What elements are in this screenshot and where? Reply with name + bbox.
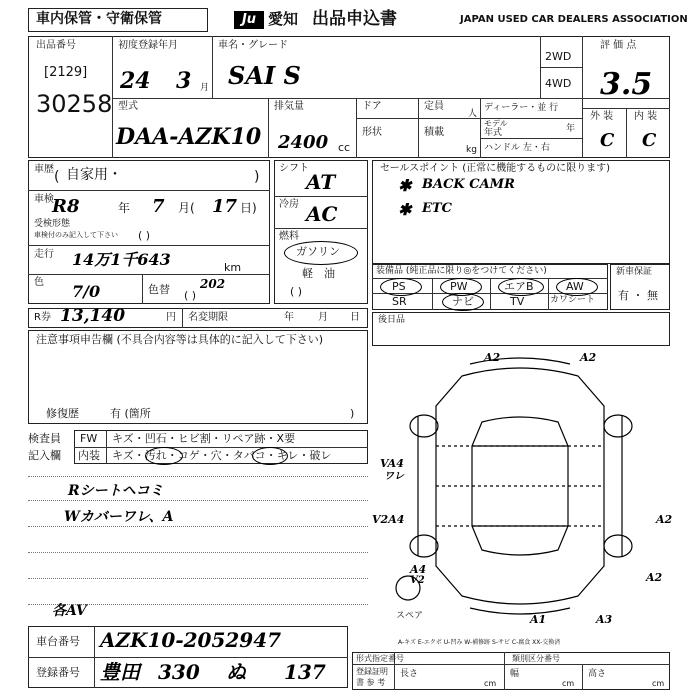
spare-label: スペア [396, 611, 424, 621]
damage-a2-rear-right: A2 [646, 571, 663, 584]
fuel-parens: ( ) [290, 285, 303, 298]
capacity-label: 定員 [424, 101, 444, 112]
chassis-number: AZK10-2052947 [100, 628, 282, 652]
checker-row2-values: キズ・汚れ・コゲ・穴・タバコ・キレ・破レ [112, 449, 332, 462]
plate-region: 豊田 [100, 660, 140, 684]
damage-legend: A-キズ E-エクボ U-凹み W-補修跡 S-サビ C-腐食 XX-交換済 [398, 639, 561, 646]
displacement-label: 排気量 [274, 101, 304, 112]
equipment-navi-circle [442, 293, 484, 311]
notes-label: 注意事項申告欄 (不具合内容等は具体的に記入して下さい) [36, 333, 324, 346]
history-open-paren: ( [54, 169, 60, 185]
association-name: JAPAN USED CAR DEALERS ASSOCIATION [460, 14, 688, 25]
lot-bracket-number: [2129] [44, 65, 88, 80]
damage-a2-front-right: A2 [580, 351, 597, 364]
vehicle-name-label: 車名・グレード [218, 40, 288, 51]
model-code: DAA-AZK10 [116, 124, 262, 150]
fuel-label: 燃料 [279, 231, 299, 242]
later-items-frame [372, 312, 670, 346]
recycle-unit: 円 [166, 312, 176, 323]
width-unit: cm [562, 679, 575, 688]
checker-row1-label: FW [80, 432, 98, 445]
vehicle-name: SAI S [228, 61, 301, 90]
brand-mark: Ju [241, 12, 257, 27]
name-change-month: 月 [318, 312, 328, 323]
equipment-aw-circle [556, 278, 598, 296]
equipment-ps-circle [380, 278, 422, 296]
checker-tobacco-circle [252, 447, 288, 465]
dealer-label: ディーラー・並 行 [484, 103, 559, 113]
history-close-paren: ) [254, 169, 260, 185]
plate-kana: ぬ [226, 660, 246, 684]
inspection-day-unit: 日) [240, 201, 257, 215]
width-label: 幅 [510, 669, 520, 679]
class-label: 類別区分番号 [512, 654, 560, 663]
sales-points-frame [372, 160, 670, 264]
remark-2: Wカバーワレ、A [64, 509, 174, 525]
format-label: 形式指定番号 [356, 654, 404, 663]
drive-4wd: 4WD [545, 77, 572, 90]
recycle-value: 13,140 [60, 306, 126, 326]
plate-label: 登録番号 [36, 666, 80, 679]
aircon-label: 冷房 [279, 199, 299, 210]
height-unit: cm [652, 679, 665, 688]
damage-a4-rear-left: A4 [410, 563, 427, 576]
name-change-day: 日 [350, 312, 360, 323]
equipment-navi: ナビ [452, 295, 474, 308]
interior-grade: C [642, 130, 657, 151]
sales-point-1: BACK CAMR [422, 177, 515, 192]
length-label: 長さ [400, 669, 419, 679]
lot-number: 30258 [36, 90, 113, 118]
checker-label-1: 検査員 [28, 432, 61, 445]
name-change-label: 名変期限 [188, 312, 228, 323]
repair-label: 修復歴 [46, 407, 79, 420]
equipment-label: 装備品 (純正品に限り◎をつけてください) [376, 266, 547, 276]
capacity-unit: 人 [468, 109, 478, 119]
later-items-label: 後日品 [378, 315, 406, 325]
color-value: 7/0 [72, 282, 101, 301]
color-label: 色 [34, 277, 44, 288]
plate-class: 330 [158, 660, 200, 684]
damage-v2a4-left: V2A4 [372, 513, 405, 526]
color-change-label: 色替 [148, 283, 170, 296]
load-label: 積載 [424, 127, 444, 138]
form-title: 出品申込書 [312, 9, 397, 29]
model-year-label-2: 年式 [484, 128, 503, 138]
model-year-unit: 年 [566, 124, 576, 134]
checker-row2-label: 内装 [78, 449, 100, 462]
warranty-options: 有 ・ 無 [618, 289, 658, 302]
reg-cert-label-2: 書 参 考 [356, 678, 386, 687]
equipment-leather-seat: カワシート [550, 295, 596, 305]
plate-number: 137 [284, 660, 326, 684]
color-code: 202 [200, 277, 226, 291]
shift-value: AT [306, 170, 336, 194]
history-label: 車歴 [34, 164, 54, 175]
exterior-grade: C [600, 130, 615, 151]
history-value: 自家用・ [66, 167, 122, 183]
grade-score: 3.5 [600, 67, 653, 102]
inspection-month: 7 [152, 196, 165, 217]
lot-label: 出品番号 [36, 40, 76, 51]
car-damage-diagram [372, 346, 673, 636]
first-reg-month-suffix: 月 [200, 83, 210, 93]
checker-label-2: 記入欄 [28, 449, 61, 462]
bottom-extra-note: 各AV [52, 603, 87, 619]
damage-crack-left: ワレ [384, 471, 404, 482]
sales-points-label: セールスポイント (正常に機能するものに限ります) [380, 163, 611, 174]
reg-cert-label-1: 登録証明 [356, 667, 388, 676]
sales-point-2: ETC [422, 201, 452, 216]
equipment-airbag: エアB [504, 280, 534, 293]
equipment-sr: SR [392, 295, 407, 308]
fuel-gasoline: ガソリン [296, 245, 340, 258]
model-label: 型式 [118, 101, 138, 112]
mileage-label: 走行 [34, 249, 54, 260]
displacement-unit: cc [338, 141, 351, 154]
sales-bullet-1: ✱ [398, 176, 412, 195]
first-reg-label: 初度登録年月 [118, 40, 178, 51]
aircon-value: AC [306, 202, 338, 226]
inspection-day: 17 [212, 196, 238, 217]
shift-label: シフト [279, 163, 309, 174]
grade-label: 評 価 点 [600, 40, 637, 51]
repair-value: 有 (箇所 [110, 407, 151, 420]
repair-close: ) [350, 407, 355, 420]
damage-va4-left: VA4 [380, 457, 404, 470]
inspection-month-unit: 月( [178, 201, 195, 215]
damage-a2-front-left: A2 [484, 351, 501, 364]
inspection-label: 車検 [34, 194, 54, 205]
damage-a3-rear: A3 [596, 613, 613, 626]
warranty-label: 新車保証 [616, 267, 653, 277]
length-unit: cm [484, 679, 497, 688]
checker-stain-circle [145, 447, 183, 465]
brand-name: 愛知 [268, 10, 299, 28]
brand-logo [234, 11, 264, 29]
interior-label: 内 装 [634, 111, 658, 122]
inspection-method-label: 受検形態 [34, 219, 71, 229]
height-label: 高さ [588, 669, 607, 679]
drive-2wd: 2WD [545, 50, 572, 63]
equipment-aw: AW [566, 280, 584, 293]
equipment-airbag-circle [498, 278, 544, 296]
sales-bullet-2: ✱ [398, 200, 412, 219]
handle-label: ハンドル 左・右 [484, 143, 550, 153]
inspection-method-parens: ( ) [138, 229, 151, 242]
damage-a2-right-mid: A2 [656, 513, 673, 526]
exterior-label: 外 装 [590, 111, 614, 122]
model-year-label-1: モデル [484, 119, 508, 128]
first-reg-year: 24 [120, 68, 151, 94]
displacement-value: 2400 [278, 132, 329, 153]
color-parens: ( ) [184, 289, 197, 302]
inspection-year-unit: 年 [118, 201, 131, 215]
fuel-diesel: 軽 油 [302, 267, 335, 280]
checker-row1-values: キズ・凹石・ヒビ割・リペア跡・X要 [112, 432, 296, 445]
equipment-pw: PW [450, 280, 468, 293]
doors-label: ドア [362, 101, 382, 112]
load-unit: kg [466, 145, 477, 155]
recycle-label: R券 [34, 312, 51, 323]
header-left-title: 車内保管・守衛保管 [36, 11, 162, 27]
inspection-era: R8 [52, 196, 80, 217]
chassis-label: 車台番号 [36, 635, 80, 648]
inspection-method-note: 車検付のみ記入して下さい [34, 231, 118, 239]
equipment-tv: TV [510, 295, 525, 308]
shape-label: 形状 [362, 127, 382, 138]
equipment-ps: PS [392, 280, 406, 293]
damage-a1-rear: A1 [530, 613, 547, 626]
mileage-value: 14万1千643 [72, 250, 171, 269]
first-reg-month: 3 [176, 68, 192, 94]
name-change-year: 年 [284, 312, 294, 323]
remark-1: Rシートヘコミ [68, 483, 164, 499]
mileage-unit: km [224, 261, 242, 274]
damage-v2-rear-left: V2 [410, 575, 425, 586]
